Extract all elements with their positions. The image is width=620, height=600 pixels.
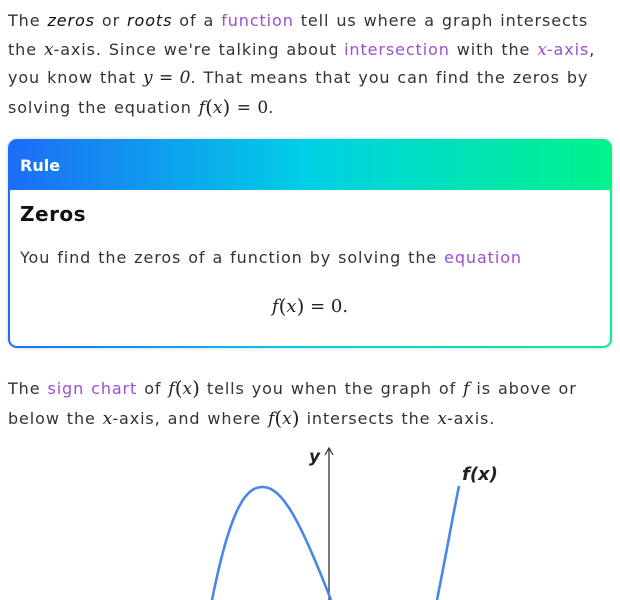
equation-y-zero: y = 0 xyxy=(143,68,191,89)
text: The xyxy=(8,11,48,30)
f-of-x: f(x) xyxy=(268,405,300,430)
text: tell us where a graph intersects the xyxy=(8,11,589,59)
text: with the xyxy=(449,39,538,59)
function-link[interactable]: function xyxy=(221,11,294,30)
rule-header: Rule xyxy=(20,156,61,175)
zeros-term: zeros xyxy=(47,11,95,30)
x-variable: x xyxy=(43,39,54,60)
rule-formula: f(x) = 0. xyxy=(271,294,349,318)
rule-text: You find the zeros of a function by solving the equation xyxy=(20,248,522,267)
f-of-x: f(x) xyxy=(168,376,200,400)
rule-title: Zeros xyxy=(20,202,87,226)
sign-chart-paragraph: The sign chart of f(x) tells you when the graph of f is above or below the x-axis, and where f(x) intersects the x-axis. xyxy=(8,376,577,430)
x-variable: x xyxy=(102,408,113,429)
x-axis-link[interactable]: x-axis xyxy=(537,39,590,60)
function-curve-left xyxy=(212,487,331,600)
intersection-link[interactable]: intersection xyxy=(344,39,450,59)
text: of a xyxy=(172,11,222,30)
text: -axis. Since we're talking about xyxy=(53,39,345,59)
equation-f-x-zero: f(x) = 0 xyxy=(198,95,269,120)
sign-chart-link[interactable]: sign chart xyxy=(47,379,138,398)
rule-body xyxy=(10,190,610,346)
x-variable: x xyxy=(437,408,447,429)
equation-link[interactable]: equation xyxy=(444,248,522,267)
function-curve-right xyxy=(437,486,459,600)
roots-term: roots xyxy=(127,11,173,30)
text: . xyxy=(268,98,275,118)
rule-box xyxy=(8,139,612,348)
text: . That means that you can find the zeros by solving the equation xyxy=(8,68,589,118)
text: , you know that xyxy=(8,39,596,88)
intro-paragraph xyxy=(8,7,608,123)
f-variable: f xyxy=(463,379,470,399)
curve-label: f(x) xyxy=(462,464,498,485)
y-axis-label: y xyxy=(309,447,321,467)
function-graph xyxy=(0,440,620,600)
text: or xyxy=(94,11,128,30)
